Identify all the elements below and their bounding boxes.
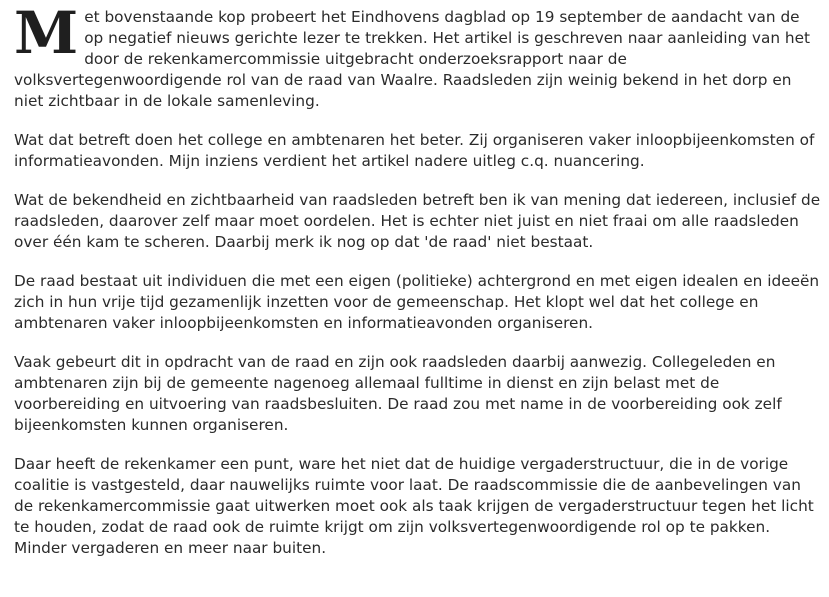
article-paragraph-4: De raad bestaat uit individuen die met een eigen (politieke) achtergrond en met eigen idealen en ideeën zich in hun vrije tijd gezamenlijk inzetten voor de gemeenschap. Het klopt wel dat het college en ambtenaren vaker inloopbijeenkomsten en informatieavonden organiseren. — [14, 272, 820, 332]
article-paragraph-1 — [14, 0, 822, 112]
article-paragraph-6: Daar heeft de rekenkamer een punt, ware het niet dat de huidige vergaderstructuur, die in de vorige coalitie is vastgesteld, daar nauwelijks ruimte voor laat. De raadscommissie die de aanbevelingen van de rekenkamercommissie gaat uitwerken moet ook als taak krijgen de vergaderstructuur tegen het licht te houden, zodat de raad ook de ruimte krijgt om zijn volksvertegenwoordigende rol op te pakken. Minder vergaderen en meer naar buiten. — [14, 455, 814, 557]
article-paragraph-2: Wat dat betreft doen het college en ambtenaren het beter. Zij organiseren vaker inloopbijeenkomsten of informatieavonden. Mijn inziens verdient het artikel nadere uitleg c.q. nuancering. — [14, 131, 815, 170]
drop-cap: M — [14, 0, 77, 67]
article-paragraph-3: Wat de bekendheid en zichtbaarheid van raadsleden betreft ben ik van mening dat iedereen, inclusief de raadsleden, daarover zelf maar moet oordelen. Het is echter niet juist en niet fraai om alle raadsleden over één kam te scheren. Daarbij merk ik nog op dat 'de raad' niet bestaat. — [14, 191, 821, 251]
article-paragraph-5: Vaak gebeurt dit in opdracht van de raad en zijn ook raadsleden daarbij aanwezig. Collegeleden en ambtenaren zijn bij de gemeente nagenoeg allemaal fulltime in dienst en zijn belast met de voorbereiding en uitvoering van raadsbesluiten. De raad zou met name in de voorbereiding ook zelf bijeenkomsten kunnen organiseren. — [14, 353, 782, 434]
paragraph-text: et bovenstaande kop probeert het Eindhovens dagblad op 19 september de aandacht van de op negatief nieuws gerichte lezer te trekken. Het artikel is geschreven naar aanleiding van het door de rekenkamercommissie uitgebracht onderzoeksrapport naar de volksvertegenwoordigende rol van de raad van Waalre. Raadsleden zijn weinig bekend in het dorp en niet zichtbaar in de lokale samenleving. — [14, 8, 810, 110]
article-body — [14, 0, 822, 577]
